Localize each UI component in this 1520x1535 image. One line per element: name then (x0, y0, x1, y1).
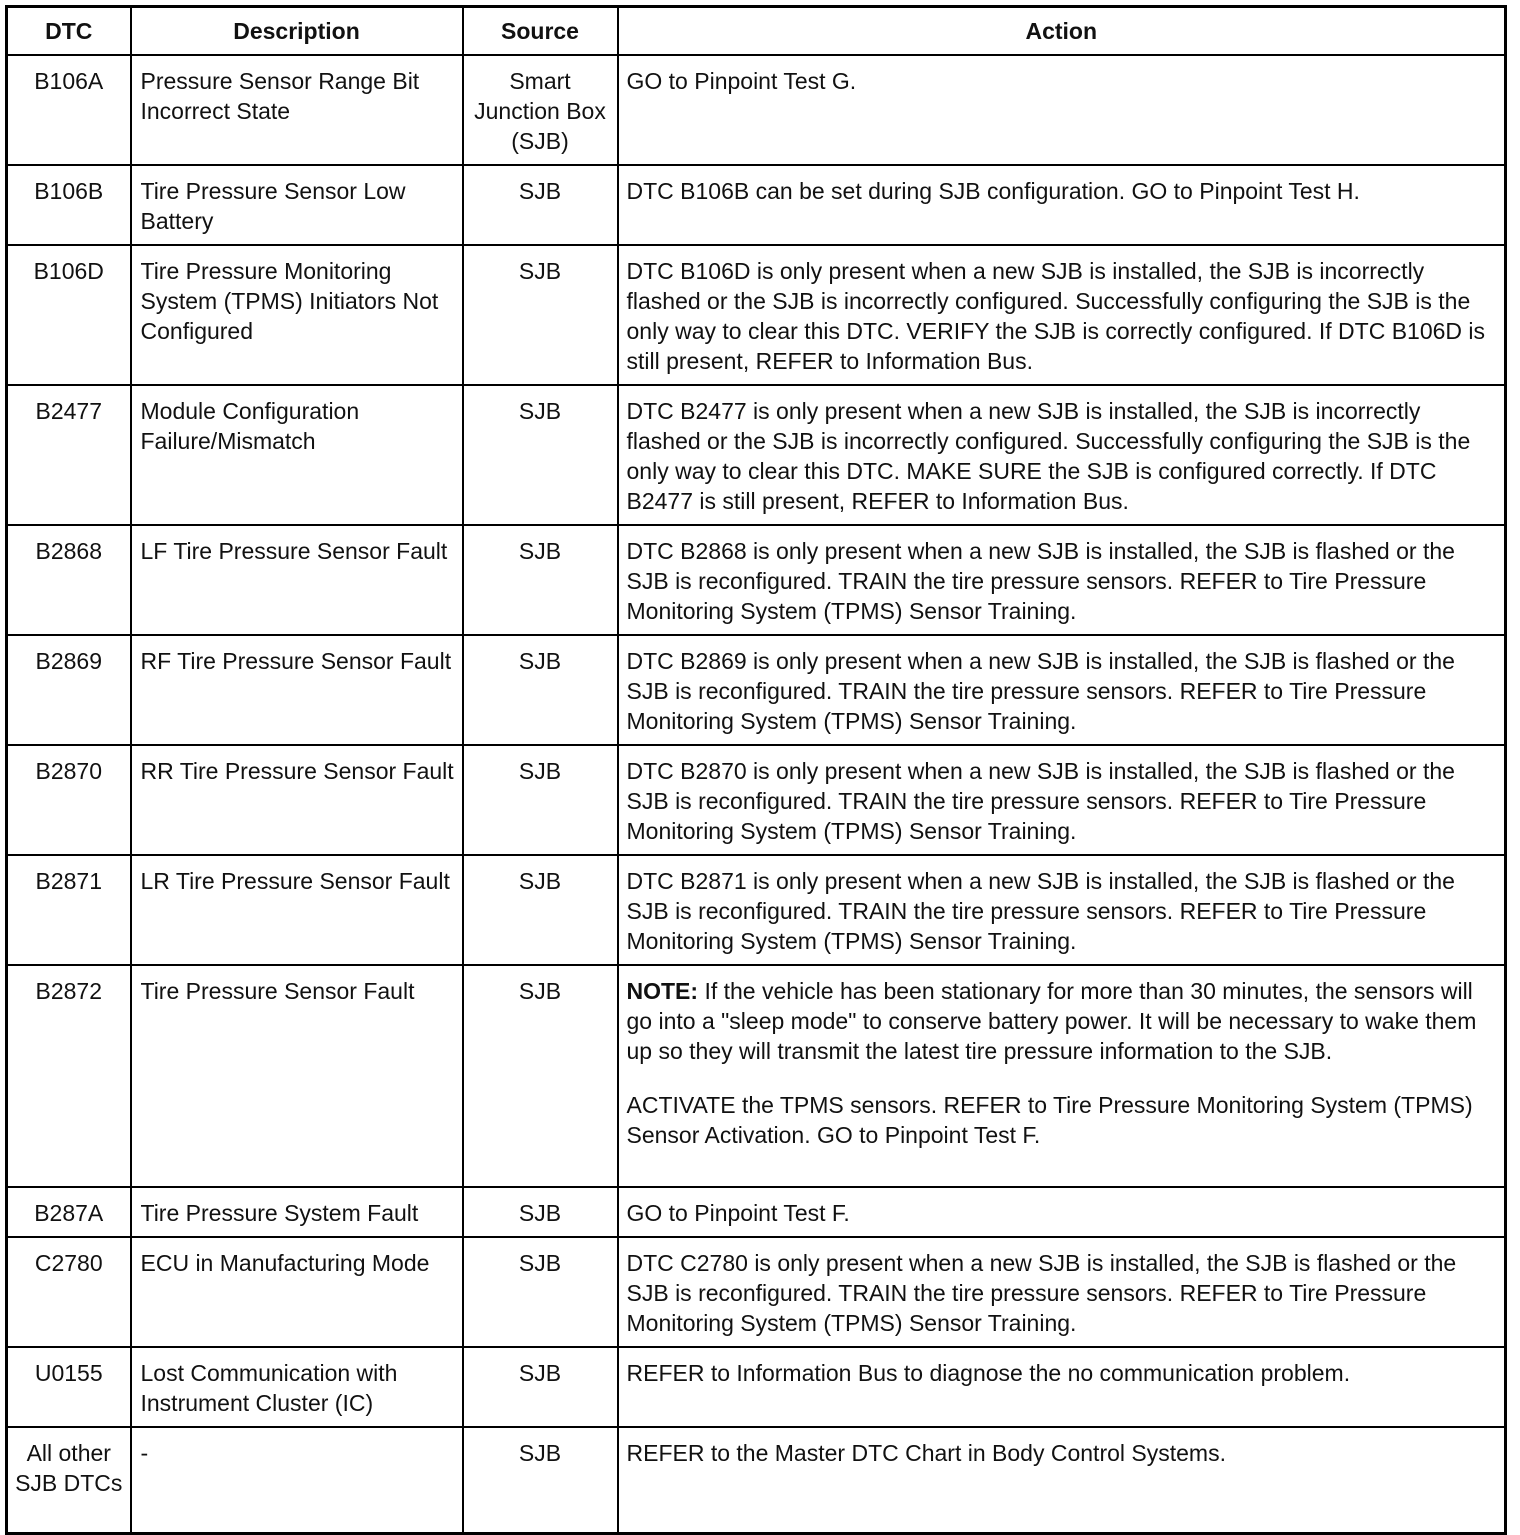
table-row (7, 1237, 1506, 1347)
dtc-code: B106D (7, 245, 131, 385)
dtc-description: Pressure Sensor Range Bit Incorrect State (131, 55, 463, 165)
dtc-code: B106B (7, 165, 131, 245)
table-row (7, 525, 1506, 635)
header-dtc: DTC (7, 7, 131, 56)
dtc-action (618, 965, 1506, 1187)
table-row (7, 1187, 1506, 1237)
header-action: Action (618, 7, 1506, 56)
dtc-action: DTC B2871 is only present when a new SJB is installed, the SJB is flashed or the SJB is reconfigured. TRAIN the tire pressure sensors. REFER to Tire Pressure Monitoring System (TPMS) Sensor Training. (618, 855, 1506, 965)
table-row (7, 965, 1506, 1187)
dtc-description: ECU in Manufacturing Mode (131, 1237, 463, 1347)
action-paragraph: ACTIVATE the TPMS sensors. REFER to Tire Pressure Monitoring System (TPMS) Sensor Activation. GO to Pinpoint Test F. (626, 1092, 1473, 1148)
dtc-code: B2477 (7, 385, 131, 525)
dtc-source: SJB (463, 965, 618, 1187)
dtc-action: DTC B2869 is only present when a new SJB is installed, the SJB is flashed or the SJB is reconfigured. TRAIN the tire pressure sensors. REFER to Tire Pressure Monitoring System (TPMS) Sensor Training. (618, 635, 1506, 745)
dtc-action: DTC B2870 is only present when a new SJB is installed, the SJB is flashed or the SJB is reconfigured. TRAIN the tire pressure sensors. REFER to Tire Pressure Monitoring System (TPMS) Sensor Training. (618, 745, 1506, 855)
dtc-action: DTC B106B can be set during SJB configuration. GO to Pinpoint Test H. (618, 165, 1506, 245)
table-row (7, 385, 1506, 525)
dtc-action: DTC B2868 is only present when a new SJB is installed, the SJB is flashed or the SJB is reconfigured. TRAIN the tire pressure sensors. REFER to Tire Pressure Monitoring System (TPMS) Sensor Training. (618, 525, 1506, 635)
dtc-action: REFER to Information Bus to diagnose the no communication problem. (618, 1347, 1506, 1427)
dtc-action: DTC B2477 is only present when a new SJB is installed, the SJB is incorrectly flashed or the SJB is incorrectly configured. Successfully configuring the SJB is the only way to clear this DTC. MAKE SURE the SJB is configured correctly. If DTC B2477 is still present, REFER to Information Bus. (618, 385, 1506, 525)
dtc-description: RF Tire Pressure Sensor Fault (131, 635, 463, 745)
dtc-code: B2869 (7, 635, 131, 745)
header-source: Source (463, 7, 618, 56)
dtc-code: B106A (7, 55, 131, 165)
dtc-description: Module Configuration Failure/Mismatch (131, 385, 463, 525)
dtc-source: SJB (463, 385, 618, 525)
dtc-source: SJB (463, 745, 618, 855)
dtc-source: SJB (463, 245, 618, 385)
dtc-code: B2868 (7, 525, 131, 635)
dtc-description: RR Tire Pressure Sensor Fault (131, 745, 463, 855)
note-label: NOTE: (626, 978, 699, 1004)
dtc-description: Tire Pressure Monitoring System (TPMS) Initiators Not Configured (131, 245, 463, 385)
dtc-code: All other SJB DTCs (7, 1427, 131, 1533)
dtc-source: Smart Junction Box (SJB) (463, 55, 618, 165)
dtc-source: SJB (463, 1347, 618, 1427)
dtc-source: SJB (463, 635, 618, 745)
dtc-source: SJB (463, 1237, 618, 1347)
dtc-action: DTC B106D is only present when a new SJB is installed, the SJB is incorrectly flashed or the SJB is incorrectly configured. Successfully configuring the SJB is the only way to clear this DTC. VERIFY the SJB is correctly configured. If DTC B106D is still present, REFER to Information Bus. (618, 245, 1506, 385)
dtc-code: B2870 (7, 745, 131, 855)
dtc-description: Tire Pressure Sensor Low Battery (131, 165, 463, 245)
table-row (7, 635, 1506, 745)
header-description: Description (131, 7, 463, 56)
table-header-row (7, 7, 1506, 56)
table-row (7, 55, 1506, 165)
dtc-code: B2871 (7, 855, 131, 965)
dtc-source: SJB (463, 1187, 618, 1237)
dtc-description: LR Tire Pressure Sensor Fault (131, 855, 463, 965)
table-row (7, 1427, 1506, 1533)
dtc-description: Lost Communication with Instrument Cluster (IC) (131, 1347, 463, 1427)
dtc-table (5, 5, 1507, 1535)
dtc-source: SJB (463, 855, 618, 965)
dtc-action: GO to Pinpoint Test F. (618, 1187, 1506, 1237)
dtc-description: LF Tire Pressure Sensor Fault (131, 525, 463, 635)
dtc-action: REFER to the Master DTC Chart in Body Control Systems. (618, 1427, 1506, 1533)
dtc-description: - (131, 1427, 463, 1533)
table-row (7, 245, 1506, 385)
dtc-description: Tire Pressure System Fault (131, 1187, 463, 1237)
table-row (7, 745, 1506, 855)
dtc-code: C2780 (7, 1237, 131, 1347)
note-text: If the vehicle has been stationary for more than 30 minutes, the sensors will go into a "sleep mode" to conserve battery power. It will be necessary to wake them up so they will transmit the latest tire pressure information to the SJB. (626, 978, 1477, 1064)
dtc-source: SJB (463, 525, 618, 635)
dtc-source: SJB (463, 1427, 618, 1533)
table-row (7, 855, 1506, 965)
dtc-code: B287A (7, 1187, 131, 1237)
dtc-action: DTC C2780 is only present when a new SJB is installed, the SJB is flashed or the SJB is reconfigured. TRAIN the tire pressure sensors. REFER to Tire Pressure Monitoring System (TPMS) Sensor Training. (618, 1237, 1506, 1347)
table-row (7, 165, 1506, 245)
table-row (7, 1347, 1506, 1427)
note-paragraph (627, 978, 1477, 1064)
dtc-code: B2872 (7, 965, 131, 1187)
dtc-action: GO to Pinpoint Test G. (618, 55, 1506, 165)
dtc-source: SJB (463, 165, 618, 245)
dtc-description: Tire Pressure Sensor Fault (131, 965, 463, 1187)
dtc-code: U0155 (7, 1347, 131, 1427)
